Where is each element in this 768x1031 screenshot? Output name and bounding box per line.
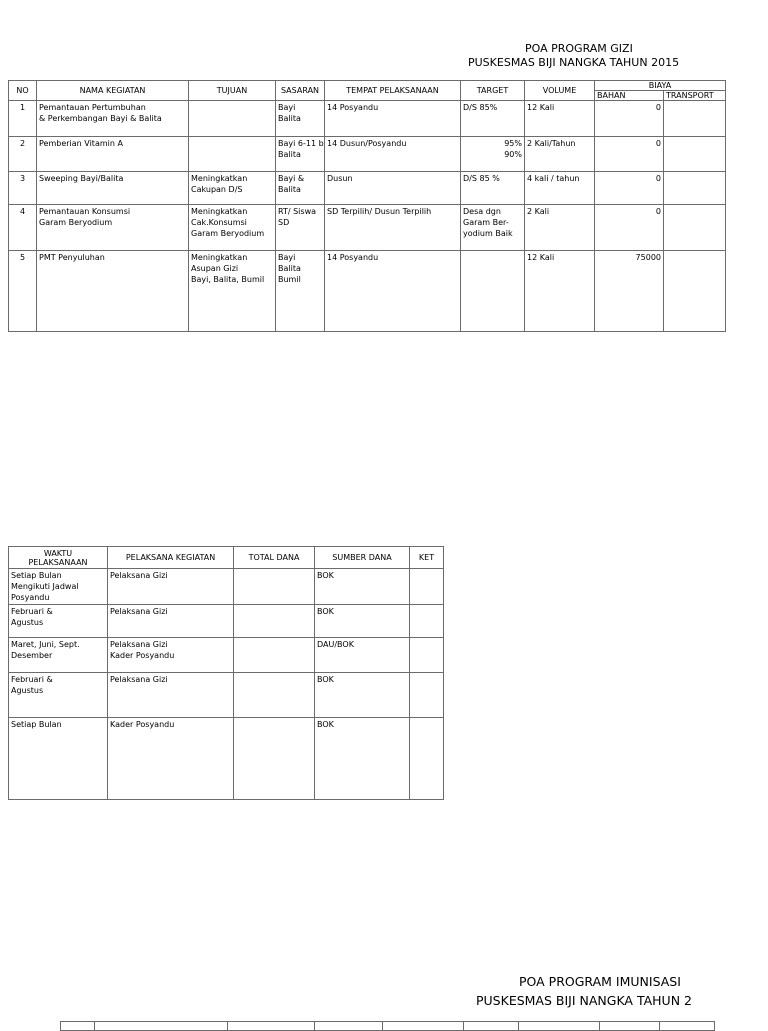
row-volume: 12 Kali	[525, 251, 595, 332]
header-sasaran: SASARAN	[276, 81, 325, 101]
row-bahan: 0	[595, 205, 664, 251]
row-sasaran: Bayi 6-11 b Balita	[276, 137, 325, 172]
row-sumber-dana: BOK	[315, 569, 410, 605]
row-tujuan	[189, 101, 276, 137]
row-tujuan: Meningkatkan Cakupan D/S	[189, 172, 276, 205]
row-ket	[410, 605, 444, 638]
row-target: D/S 85 %	[461, 172, 525, 205]
header-tempat: TEMPAT PELAKSANAAN	[325, 81, 461, 101]
row-tempat: SD Terpilih/ Dusun Terpilih	[325, 205, 461, 251]
header-biaya: BIAYA	[595, 81, 726, 91]
table-row	[9, 137, 726, 172]
row-waktu: Maret, Juni, Sept. Desember	[9, 638, 108, 673]
row-pelaksana: Pelaksana Gizi	[108, 673, 234, 718]
row-nama: Sweeping Bayi/Balita	[37, 172, 189, 205]
row-ket	[410, 673, 444, 718]
row-ket	[410, 638, 444, 673]
row-sumber-dana: BOK	[315, 605, 410, 638]
header-no: NO	[9, 81, 37, 101]
row-tempat: 14 Posyandu	[325, 101, 461, 137]
row-total-dana	[234, 605, 315, 638]
header-tujuan: TUJUAN	[189, 81, 276, 101]
header-volume: VOLUME	[525, 81, 595, 101]
row-transport	[664, 172, 726, 205]
header-bahan: BAHAN	[595, 91, 664, 101]
header-ket: KET	[410, 547, 444, 569]
row-target	[461, 251, 525, 332]
row-volume: 12 Kali	[525, 101, 595, 137]
row-sasaran: RT/ Siswa SD	[276, 205, 325, 251]
table-row	[9, 251, 726, 332]
row-tujuan: Meningkatkan Cak.Konsumsi Garam Beryodium	[189, 205, 276, 251]
header-total-dana: TOTAL DANA	[234, 547, 315, 569]
row-target: D/S 85%	[461, 101, 525, 137]
row-pelaksana: Pelaksana Gizi	[108, 569, 234, 605]
row-nama: Pemantauan Konsumsi Garam Beryodium	[37, 205, 189, 251]
row-transport	[664, 137, 726, 172]
row-waktu: Setiap Bulan Mengikuti Jadwal Posyandu	[9, 569, 108, 605]
row-bahan: 0	[595, 101, 664, 137]
row-transport	[664, 205, 726, 251]
row-tujuan	[189, 137, 276, 172]
row-waktu: Februari & Agustus	[9, 673, 108, 718]
header-pelaksana: PELAKSANA KEGIATAN	[108, 547, 234, 569]
row-volume: 2 Kali/Tahun	[525, 137, 595, 172]
header-waktu: WAKTU PELAKSANAAN	[9, 547, 108, 569]
gizi-subtitle: PUSKESMAS BIJI NANGKA TAHUN 2015	[468, 56, 680, 69]
row-no: 3	[9, 172, 37, 205]
header-target: TARGET	[461, 81, 525, 101]
row-ket	[410, 718, 444, 800]
table-row	[9, 718, 444, 800]
row-sasaran: Bayi & Balita	[276, 172, 325, 205]
row-sumber-dana: DAU/BOK	[315, 638, 410, 673]
row-total-dana	[234, 569, 315, 605]
header-transport: TRANSPORT	[664, 91, 726, 101]
row-ket	[410, 569, 444, 605]
table-row	[9, 172, 726, 205]
row-waktu: Setiap Bulan	[9, 718, 108, 800]
row-no: 2	[9, 137, 37, 172]
row-tempat: 14 Posyandu	[325, 251, 461, 332]
row-bahan: 0	[595, 137, 664, 172]
table-row	[9, 101, 726, 137]
row-nama: PMT Penyuluhan	[37, 251, 189, 332]
row-volume: 2 Kali	[525, 205, 595, 251]
row-sumber-dana: BOK	[315, 673, 410, 718]
imunisasi-title: POA PROGRAM IMUNISASI	[519, 974, 681, 989]
row-sasaran: Bayi Balita	[276, 101, 325, 137]
row-nama: Pemberian Vitamin A	[37, 137, 189, 172]
row-transport	[664, 251, 726, 332]
row-target: 95% 90%	[461, 137, 525, 172]
header-sumber-dana: SUMBER DANA	[315, 547, 410, 569]
row-tempat: 14 Dusun/Posyandu	[325, 137, 461, 172]
row-total-dana	[234, 673, 315, 718]
row-tempat: Dusun	[325, 172, 461, 205]
row-target: Desa dgn Garam Ber- yodium Baik	[461, 205, 525, 251]
row-tujuan: Meningkatkan Asupan Gizi Bayi, Balita, Bumil	[189, 251, 276, 332]
row-bahan: 75000	[595, 251, 664, 332]
row-total-dana	[234, 638, 315, 673]
table-row	[9, 638, 444, 673]
gizi-poa-table	[8, 80, 726, 332]
header-nama-kegiatan: NAMA KEGIATAN	[37, 81, 189, 101]
row-sasaran: Bayi Balita Bumil	[276, 251, 325, 332]
row-no: 1	[9, 101, 37, 137]
waktu-pelaksanaan-table	[8, 546, 444, 800]
row-nama: Pemantauan Pertumbuhan & Perkembangan Bayi & Balita	[37, 101, 189, 137]
table-row	[9, 673, 444, 718]
table-row	[9, 605, 444, 638]
row-sumber-dana: BOK	[315, 718, 410, 800]
row-volume: 4 kali / tahun	[525, 172, 595, 205]
row-no: 5	[9, 251, 37, 332]
row-pelaksana: Pelaksana Gizi	[108, 605, 234, 638]
row-pelaksana: Pelaksana Gizi Kader Posyandu	[108, 638, 234, 673]
row-pelaksana: Kader Posyandu	[108, 718, 234, 800]
row-waktu: Februari & Agustus	[9, 605, 108, 638]
table-row	[9, 205, 726, 251]
row-total-dana	[234, 718, 315, 800]
table-row	[9, 569, 444, 605]
imunisasi-subtitle: PUSKESMAS BIJI NANGKA TAHUN 2	[476, 993, 692, 1008]
row-transport	[664, 101, 726, 137]
row-bahan: 0	[595, 172, 664, 205]
row-no: 4	[9, 205, 37, 251]
gizi-title: POA PROGRAM GIZI	[525, 42, 633, 55]
imunisasi-table-top	[60, 1021, 715, 1031]
